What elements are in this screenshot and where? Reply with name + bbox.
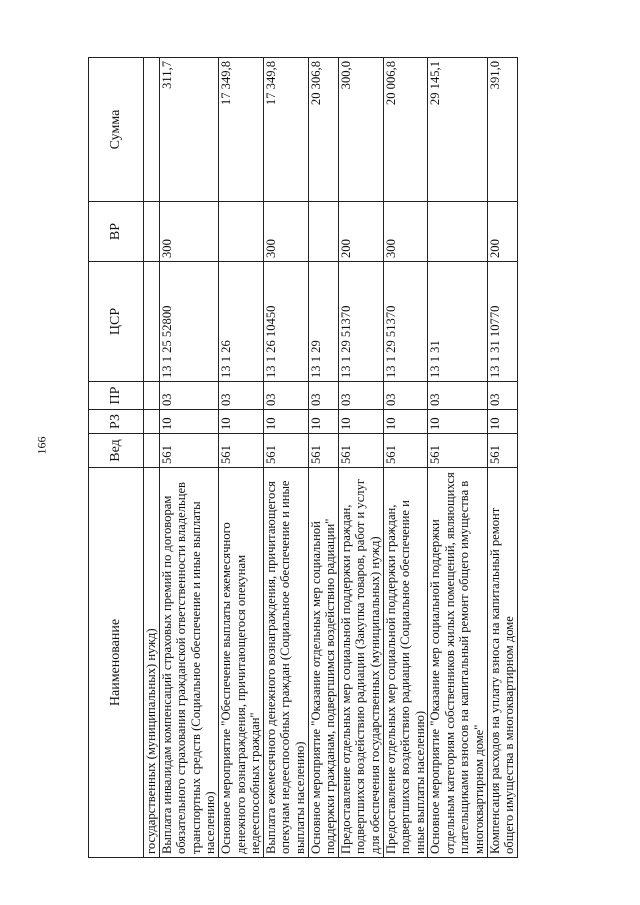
cell-sum: 17 349,8 [263,58,308,202]
cell-name: Компенсация расходов на уплату взноса на капитальный ремонт общего имущества в многоквартирном доме [487,468,517,858]
cell-vr [218,202,263,262]
header-name: Наименование [89,468,144,858]
header-csr: ЦСР [89,262,144,382]
cell-rz: 10 [487,410,517,434]
cell-pr: 03 [428,382,487,410]
cell-vr: 300 [383,202,428,262]
cell-csr: 13 1 26 10450 [263,262,308,382]
rotated-page [88,58,608,858]
cell-vr: 200 [487,202,517,262]
cell-sum [144,58,160,202]
cell-name: Основное мероприятие "Оказание мер социальной поддержки отдельным категориям собственников жилых помещений, являющихся плательщиками взносов на капитальный ремонт общего имущества в многоквартирном доме" [428,468,487,858]
cell-sum: 20 006,8 [383,58,428,202]
cell-ved: 561 [263,434,308,468]
cell-ved: 561 [428,434,487,468]
budget-table [88,57,518,858]
cell-pr [144,382,160,410]
cell-pr: 03 [218,382,263,410]
table-row [428,58,487,858]
cell-vr: 200 [338,202,383,262]
cell-rz: 10 [383,410,428,434]
cell-name: государственных (муниципальных) нужд) [144,468,160,858]
cell-pr: 03 [487,382,517,410]
page-number: 166 [34,436,49,455]
cell-ved [144,434,160,468]
header-row [89,58,144,858]
cell-csr: 13 1 29 51370 [338,262,383,382]
cell-name: Основное мероприятие "Обеспечение выплаты ежемесячного денежного вознаграждения, причитающегося опекунам недееспособных граждан" [218,468,263,858]
table-row [263,58,308,858]
header-ved: Вед [89,434,144,468]
cell-rz: 10 [428,410,487,434]
header-rz: РЗ [89,410,144,434]
table-row [383,58,428,858]
cell-csr [144,262,160,382]
cell-rz [144,410,160,434]
cell-csr: 13 1 31 10770 [487,262,517,382]
cell-vr [144,202,160,262]
cell-csr: 13 1 31 [428,262,487,382]
table-row [218,58,263,858]
cell-ved: 561 [159,434,218,468]
cell-vr [428,202,487,262]
cell-name: Выплата ежемесячного денежного вознаграждения, причитающегося опекунам недееспособных граждан (Социальное обеспечение и иные выплаты населению) [263,468,308,858]
header-sum: Сумма [89,58,144,202]
table-row [159,58,218,858]
cell-rz: 10 [338,410,383,434]
cell-sum: 300,0 [338,58,383,202]
cell-vr: 300 [159,202,218,262]
cell-rz: 10 [308,410,338,434]
cell-csr: 13 1 29 [308,262,338,382]
table-row [144,58,160,858]
table-body [144,58,518,858]
cell-sum: 20 306,8 [308,58,338,202]
cell-csr: 13 1 25 52800 [159,262,218,382]
table-row [487,58,517,858]
cell-pr: 03 [263,382,308,410]
cell-ved: 561 [383,434,428,468]
cell-pr: 03 [338,382,383,410]
cell-sum: 17 349,8 [218,58,263,202]
cell-vr [308,202,338,262]
cell-pr: 03 [383,382,428,410]
cell-name: Выплата инвалидам компенсаций страховых премий по договорам обязательного страхования гражданской ответственности владельцев транспортных средств (Социальное обеспечение и иные выплаты населению) [159,468,218,858]
cell-ved: 561 [487,434,517,468]
header-vr: ВР [89,202,144,262]
cell-pr: 03 [159,382,218,410]
cell-name: Предоставление отдельных мер социальной поддержки граждан, подвергшихся воздействию радиации (Социальное обеспечение и иные выплаты населению) [383,468,428,858]
header-pr: ПР [89,382,144,410]
cell-ved: 561 [218,434,263,468]
cell-csr: 13 1 29 51370 [383,262,428,382]
cell-sum: 29 145,1 [428,58,487,202]
cell-ved: 561 [338,434,383,468]
cell-pr: 03 [308,382,338,410]
cell-csr: 13 1 26 [218,262,263,382]
cell-ved: 561 [308,434,338,468]
table-row [308,58,338,858]
cell-name: Основное мероприятие "Оказание отдельных мер социальной поддержки гражданам, подвергшимся воздействию радиации" [308,468,338,858]
cell-sum: 311,7 [159,58,218,202]
cell-rz: 10 [159,410,218,434]
table-row [338,58,383,858]
cell-sum: 391,0 [487,58,517,202]
cell-vr: 300 [263,202,308,262]
cell-rz: 10 [218,410,263,434]
cell-rz: 10 [263,410,308,434]
cell-name: Предоставление отдельных мер социальной поддержки граждан, подвергшихся воздействию радиации (Закупка товаров, работ и услуг для обеспечения государственных (муниципальных) нужд) [338,468,383,858]
